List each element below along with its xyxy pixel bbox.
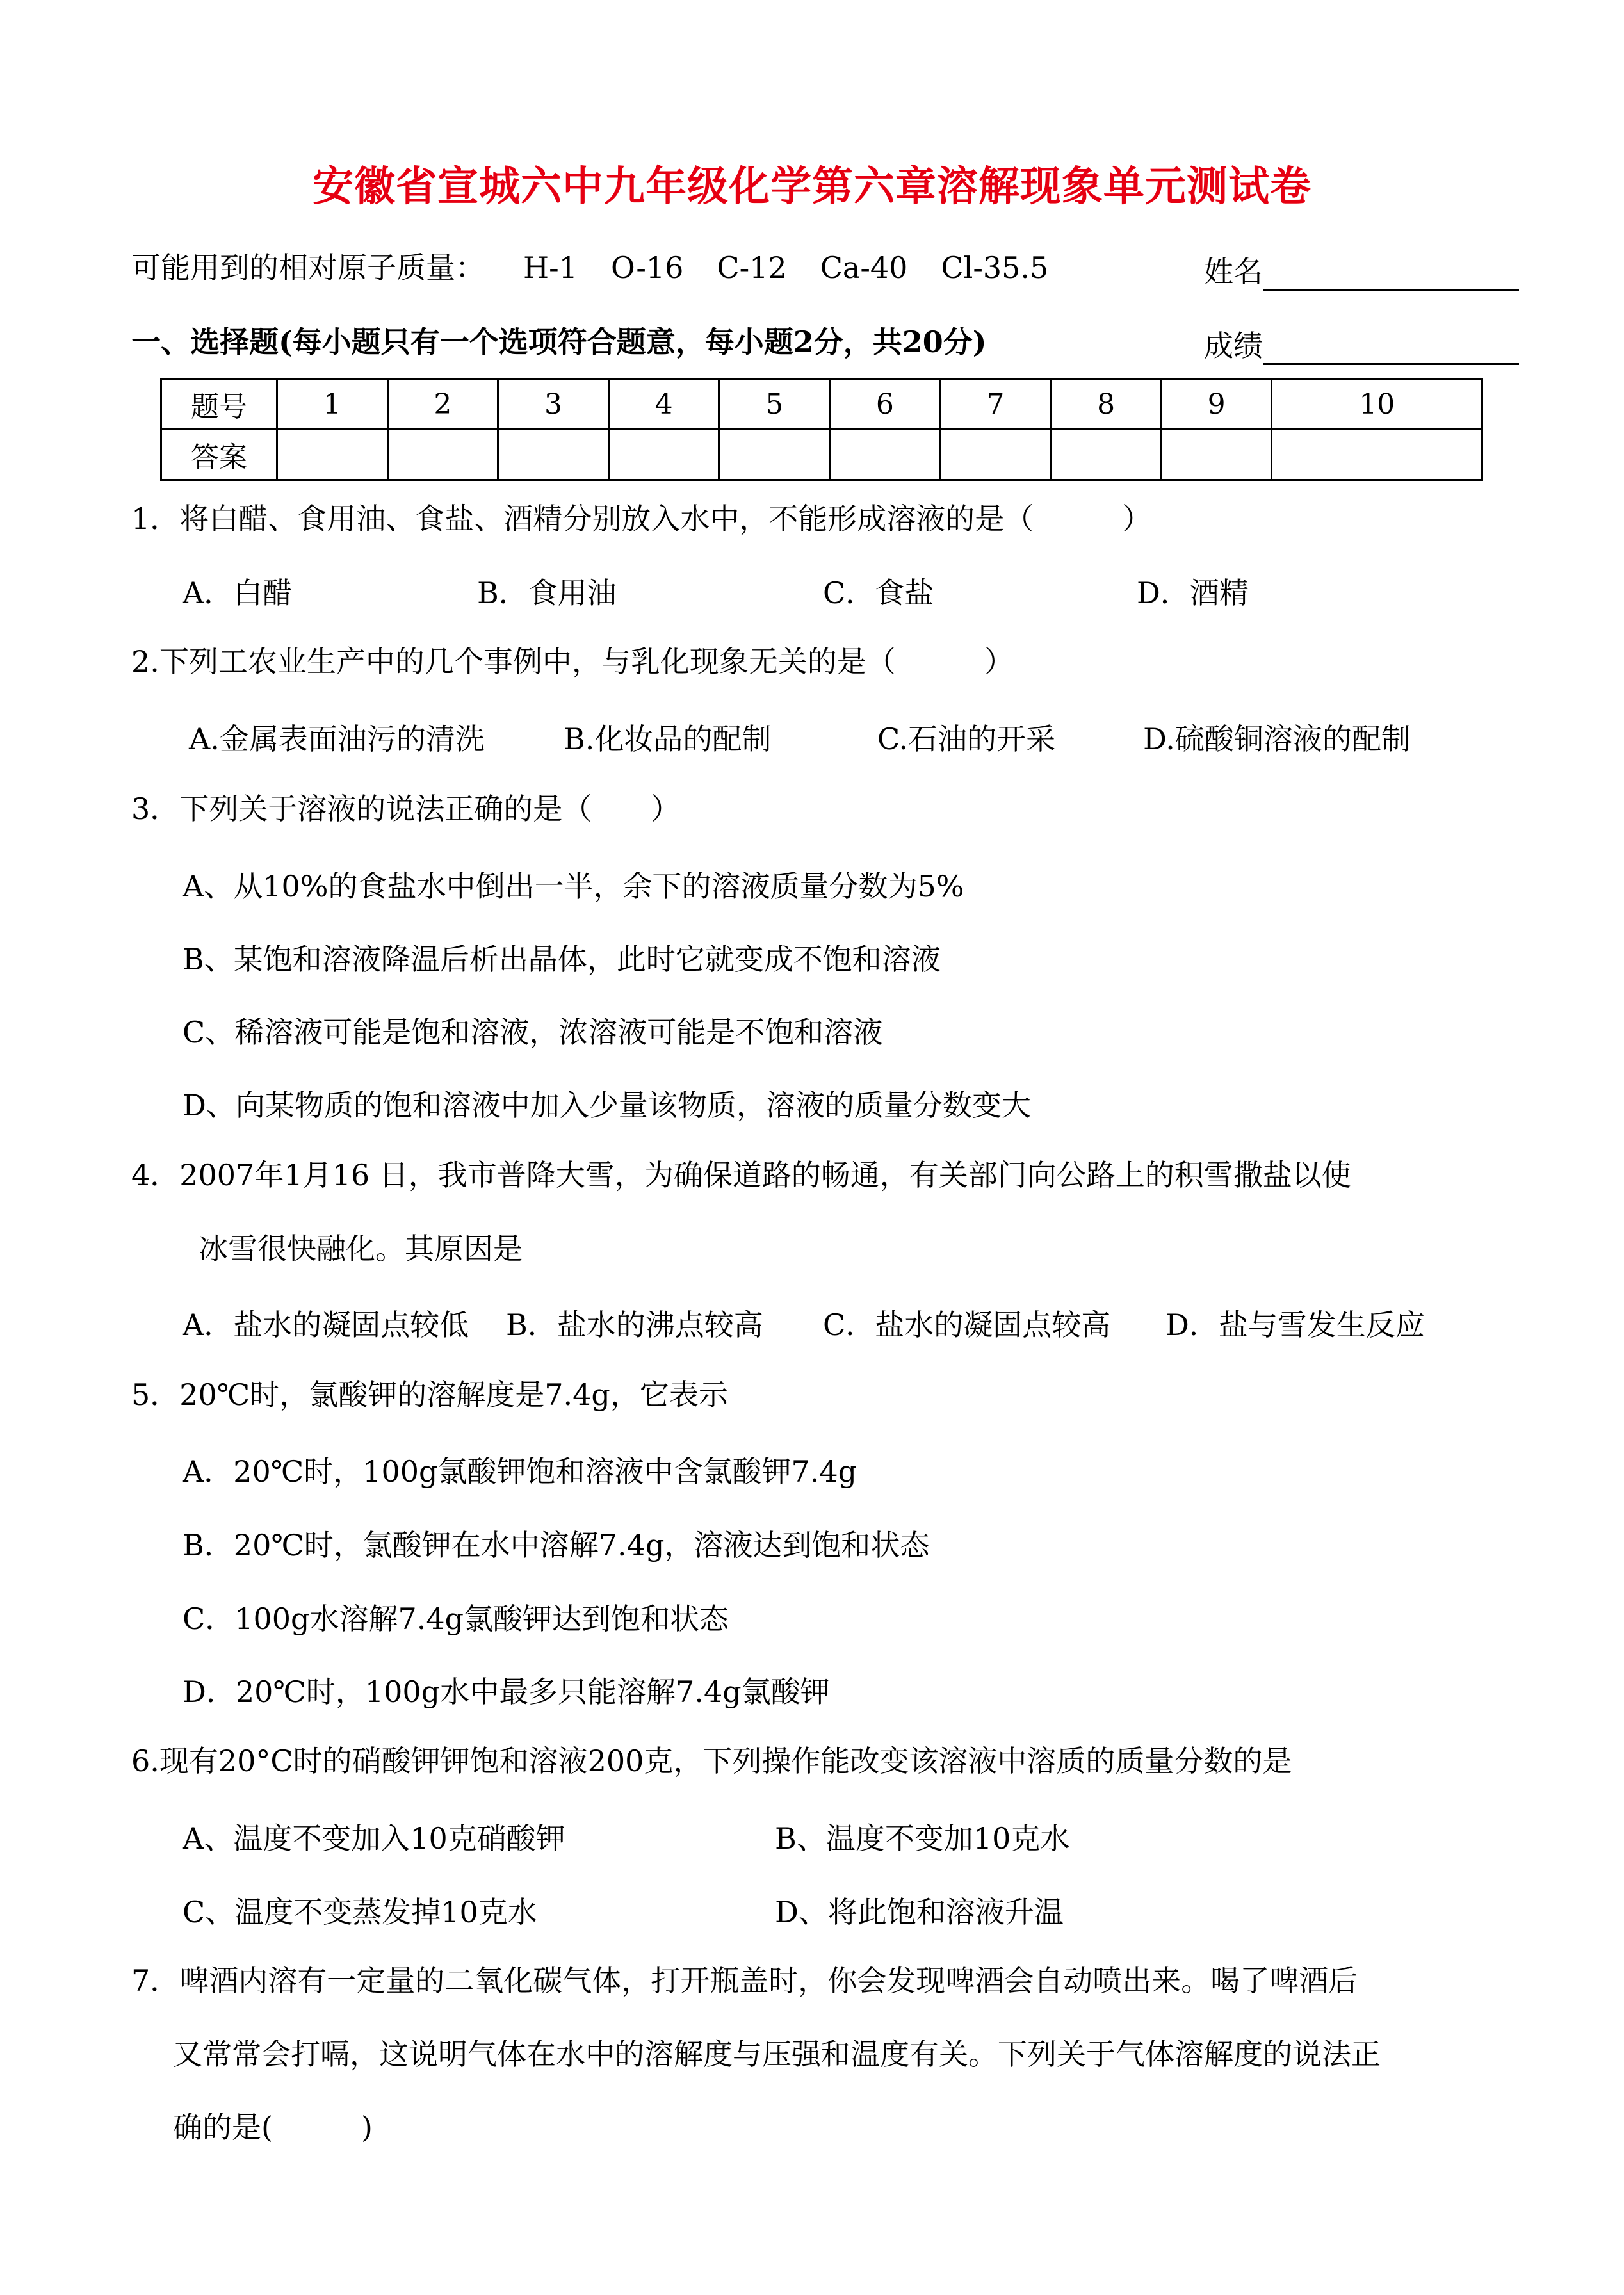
answer-cell[interactable] [1272,430,1482,480]
question-7-stem-line-2: 又常常会打嗝，这说明气体在水中的溶解度与压强和温度有关。下列关于气体溶解度的说法正 [173,2037,1381,2072]
atomic-mass-o: O-16 [610,250,684,285]
question-number-row [161,379,1482,430]
question-6-option-a: A、温度不变加入10克硝酸钾 [183,1821,565,1856]
question-1-option-a: A．白醋 [183,576,293,610]
answer-cell[interactable] [830,430,941,480]
question-3-option-b: B、某饱和溶液降温后析出晶体，此时它就变成不饱和溶液 [183,942,941,977]
question-4-option-c: C．盐水的凝固点较高 [823,1308,1111,1342]
atomic-mass-h: H-1 [523,250,578,285]
score-field[interactable] [1204,323,1519,365]
atomic-mass-c: C-12 [717,250,787,285]
question-3-stem: 3．下列关于溶液的说法正确的是（ ） [131,791,681,826]
question-4-stem-line-1: 4．2007年1月16 日，我市普降大雪，为确保道路的畅通，有关部门向公路上的积雪撒盐以使 [131,1158,1351,1192]
question-6-stem: 6.现有20°C时的硝酸钾钾饱和溶液200克，下列操作能改变该溶液中溶质的质量分数的是 [131,1744,1292,1778]
answer-table [160,378,1483,481]
question-number-cell: 10 [1272,379,1482,430]
answer-cell[interactable] [277,430,388,480]
question-number-cell: 3 [498,379,609,430]
question-3-option-c: C、稀溶液可能是饱和溶液，浓溶液可能是不饱和溶液 [183,1015,883,1050]
score-label: 成绩 [1204,328,1263,363]
name-label: 姓名 [1204,254,1263,289]
question-2-option-a: A.金属表面油污的清洗 [189,722,485,756]
name-field[interactable] [1204,248,1519,291]
question-4-stem-line-2: 冰雪很快融化。其原因是 [199,1231,523,1266]
question-2-stem: 2.下列工农业生产中的几个事例中，与乳化现象无关的是（ ） [131,644,1014,679]
question-3-option-a: A、从10%的食盐水中倒出一半，余下的溶液质量分数为5% [183,869,964,904]
answer-cell[interactable] [1051,430,1162,480]
answer-cell[interactable] [1161,430,1272,480]
question-6-option-d: D、将此饱和溶液升温 [775,1895,1064,1929]
question-5-option-d: D．20℃时，100g水中最多只能溶解7.4g氯酸钾 [183,1675,830,1709]
question-number-cell: 9 [1161,379,1272,430]
atomic-mass-cl: Cl-35.5 [941,250,1049,285]
question-number-cell: 8 [1051,379,1162,430]
question-2-option-c: C.石油的开采 [877,722,1056,756]
page-title: 安徽省宣城六中九年级化学第六章溶解现象单元测试卷 [313,163,1311,211]
question-7-stem-line-3: 确的是( ) [173,2110,373,2145]
question-2-option-b: B.化妆品的配制 [564,722,772,756]
question-number-cell: 4 [608,379,719,430]
question-1-option-c: C．食盐 [823,576,934,610]
answer-cell[interactable] [719,430,830,480]
answer-cell[interactable] [940,430,1051,480]
row-label-number: 题号 [161,379,277,430]
answer-cell[interactable] [498,430,609,480]
name-blank[interactable] [1263,258,1519,291]
atomic-mass-label: 可能用到的相对原子质量： [131,250,485,285]
question-5-option-c: C．100g水溶解7.4g氯酸钾达到饱和状态 [183,1602,729,1636]
question-3-option-d: D、向某物质的饱和溶液中加入少量该物质，溶液的质量分数变大 [183,1088,1031,1123]
answer-cell[interactable] [608,430,719,480]
question-1-stem: 1．将白醋、食用油、食盐、酒精分别放入水中，不能形成溶液的是（ ） [131,501,1152,536]
answer-cell[interactable] [387,430,498,480]
section-heading: 一、选择题(每小题只有一个选项符合题意，每小题2分，共20分) [131,325,987,359]
question-4-option-d: D．盐与雪发生反应 [1165,1308,1425,1342]
question-4-option-a: A．盐水的凝固点较低 [183,1308,469,1342]
question-number-cell: 2 [387,379,498,430]
question-number-cell: 6 [830,379,941,430]
question-5-stem: 5．20℃时，氯酸钾的溶解度是7.4g，它表示 [131,1377,728,1412]
question-2-option-d: D.硫酸铜溶液的配制 [1143,722,1411,756]
row-label-answer: 答案 [161,430,277,480]
question-number-cell: 1 [277,379,388,430]
question-6-option-b: B、温度不变加10克水 [775,1821,1070,1856]
score-blank[interactable] [1263,332,1519,365]
question-number-cell: 5 [719,379,830,430]
question-5-option-a: A．20℃时，100g氯酸钾饱和溶液中含氯酸钾7.4g [183,1454,857,1489]
question-6-option-c: C、温度不变蒸发掉10克水 [183,1895,537,1929]
atomic-mass-row [131,248,1082,287]
question-number-cell: 7 [940,379,1051,430]
question-7-stem-line-1: 7．啤酒内溶有一定量的二氧化碳气体，打开瓶盖时，你会发现啤酒会自动喷出来。喝了啤酒后 [131,1963,1358,1998]
atomic-mass-ca: Ca-40 [820,250,908,285]
question-1-option-d: D．酒精 [1137,576,1249,610]
question-5-option-b: B．20℃时，氯酸钾在水中溶解7.4g，溶液达到饱和状态 [183,1528,930,1562]
question-1-option-b: B．食用油 [477,576,617,610]
question-4-option-b: B．盐水的沸点较高 [506,1308,763,1342]
answer-row [161,430,1482,480]
